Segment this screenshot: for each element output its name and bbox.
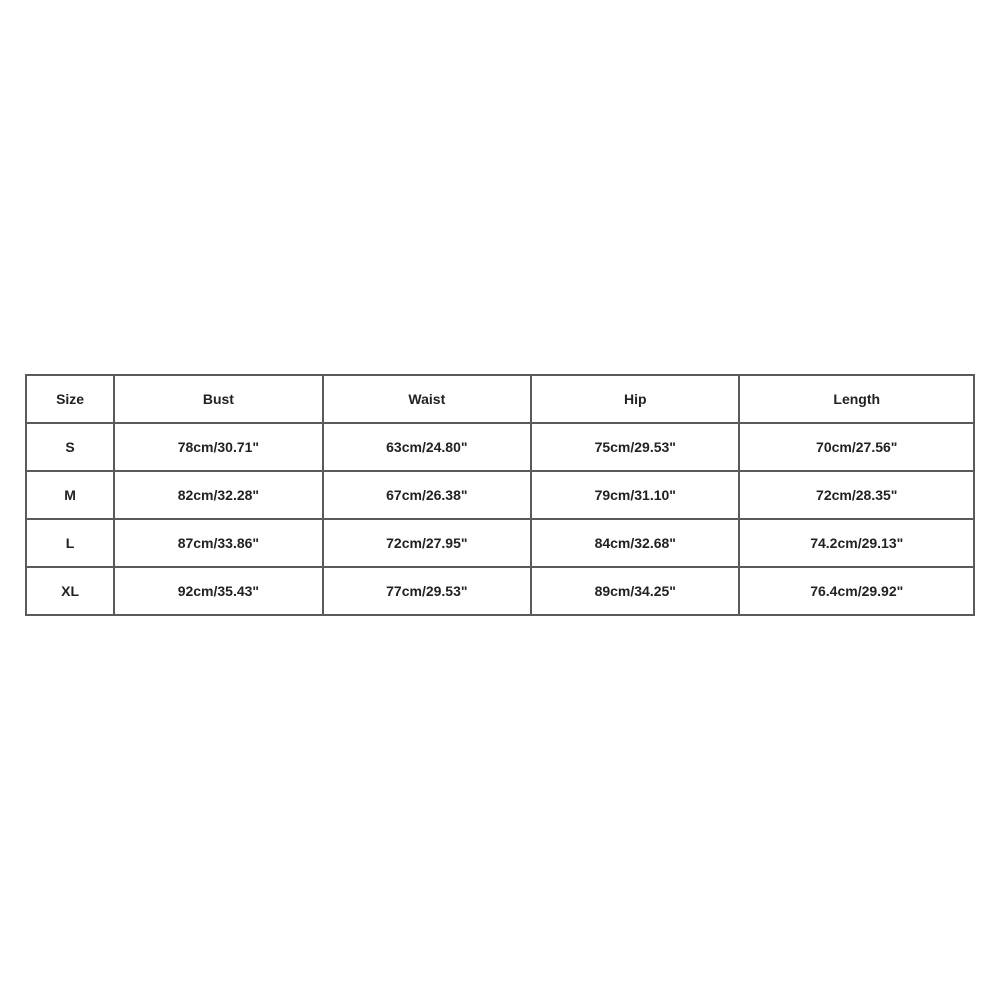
table-row bbox=[26, 567, 974, 615]
header-bust: Bust bbox=[114, 375, 322, 423]
table-row bbox=[26, 423, 974, 471]
cell-hip: 89cm/34.25" bbox=[531, 567, 739, 615]
cell-hip: 84cm/32.68" bbox=[531, 519, 739, 567]
table-row bbox=[26, 519, 974, 567]
header-waist: Waist bbox=[323, 375, 531, 423]
cell-bust: 82cm/32.28" bbox=[114, 471, 322, 519]
cell-bust: 92cm/35.43" bbox=[114, 567, 322, 615]
cell-length: 70cm/27.56" bbox=[739, 423, 974, 471]
cell-size: L bbox=[26, 519, 114, 567]
cell-length: 72cm/28.35" bbox=[739, 471, 974, 519]
cell-hip: 75cm/29.53" bbox=[531, 423, 739, 471]
cell-waist: 77cm/29.53" bbox=[323, 567, 531, 615]
cell-waist: 67cm/26.38" bbox=[323, 471, 531, 519]
size-chart-table bbox=[25, 374, 975, 616]
cell-size: XL bbox=[26, 567, 114, 615]
header-hip: Hip bbox=[531, 375, 739, 423]
table-header-row bbox=[26, 375, 974, 423]
cell-waist: 63cm/24.80" bbox=[323, 423, 531, 471]
cell-length: 76.4cm/29.92" bbox=[739, 567, 974, 615]
table-row bbox=[26, 471, 974, 519]
cell-hip: 79cm/31.10" bbox=[531, 471, 739, 519]
cell-size: M bbox=[26, 471, 114, 519]
cell-length: 74.2cm/29.13" bbox=[739, 519, 974, 567]
header-size: Size bbox=[26, 375, 114, 423]
header-length: Length bbox=[739, 375, 974, 423]
cell-waist: 72cm/27.95" bbox=[323, 519, 531, 567]
cell-bust: 78cm/30.71" bbox=[114, 423, 322, 471]
cell-bust: 87cm/33.86" bbox=[114, 519, 322, 567]
cell-size: S bbox=[26, 423, 114, 471]
